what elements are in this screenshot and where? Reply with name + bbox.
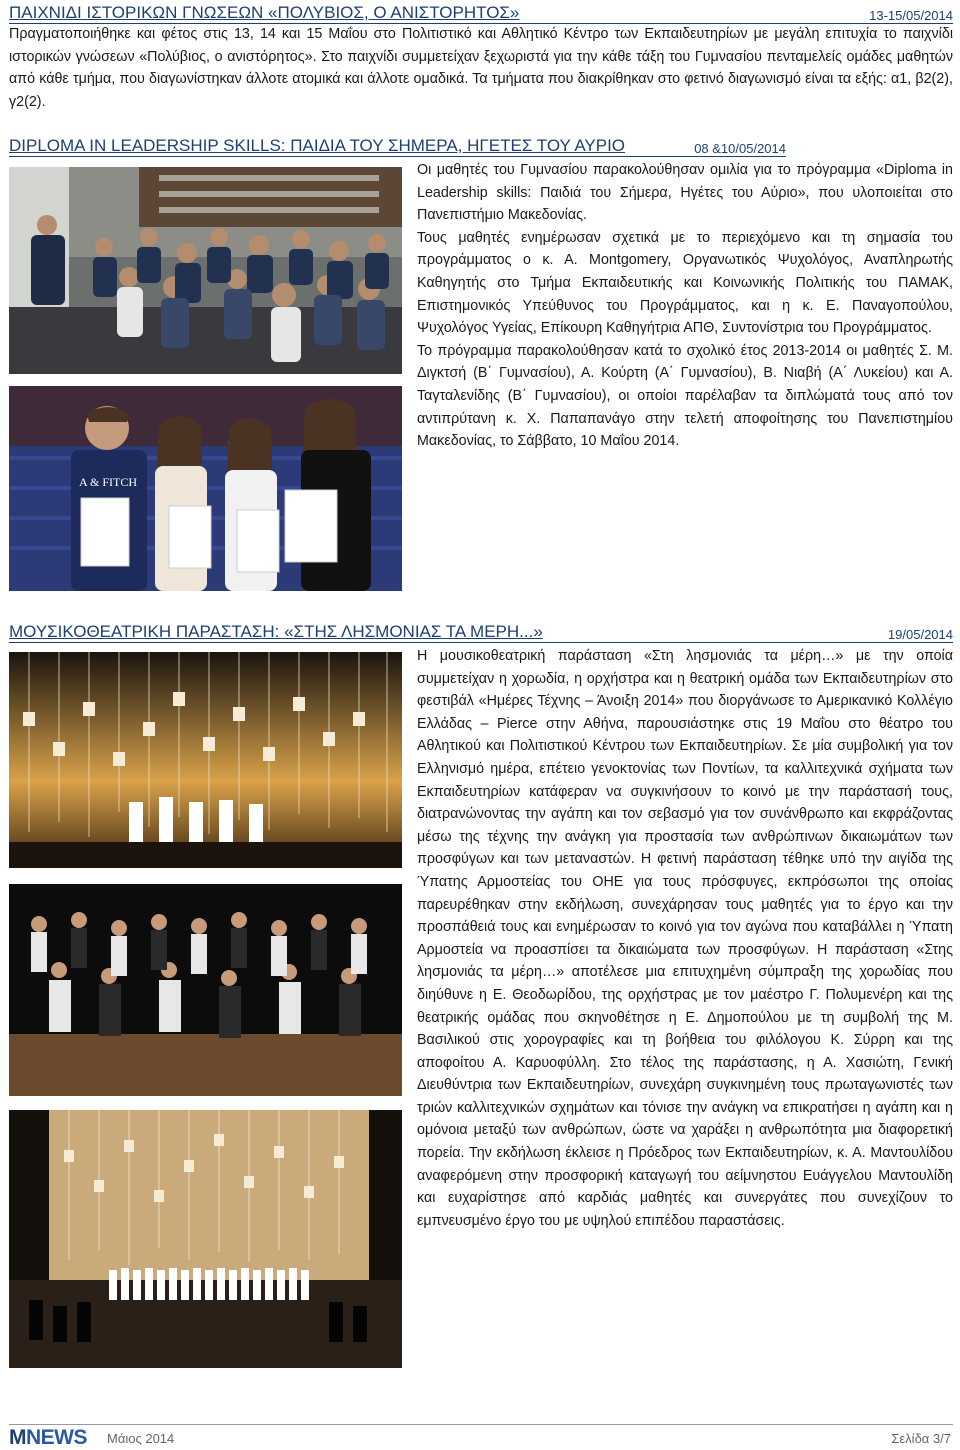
logo-news: NEWS — [26, 1426, 87, 1449]
photo-choir-orchestra — [9, 1110, 402, 1368]
section-header — [9, 620, 953, 643]
section-date: 08 &10/05/2014 — [694, 141, 786, 156]
photo-stage-dancers — [9, 652, 402, 868]
paragraph-speakers: Τους μαθητές ενημέρωσαν σχετικά με το περιεχόμενο και τη σημασία του προγράμματος ο κ. Α. Montgomery, Οργανωτικός Ψυχολόγος, Αναπληρωτής Καθηγητής στο Τμήμα Εκπαιδευτικής και Κοινωνικής Πολιτικής του ΠΑΜΑΚ, Επιστημονικός Υπεύθυνος του Προγράμματος, και η κ. Ε. Παναγοπούλου, Ψυχολόγος Υγείας, Επίκουρη Καθηγήτρια ΑΠΘ, Συντονίστρια του Προγράμματος. — [417, 229, 953, 337]
section-body — [417, 159, 953, 453]
section-date: 19/05/2014 — [887, 627, 953, 642]
mnews-logo — [9, 1426, 87, 1450]
photo-students-audience — [9, 167, 402, 374]
section-header — [9, 134, 786, 157]
logo-m: M — [9, 1426, 26, 1449]
section-title: ΜΟΥΣΙΚΟΘΕΑΤΡΙΚΗ ΠΑΡΑΣΤΑΣΗ: «ΣΤΗΣ ΛΗΣΜΟΝΙΑΣ ΤΑ ΜΕΡΗ...» — [9, 622, 543, 641]
photo-theatre-group — [9, 884, 402, 1096]
footer-page-number: Σελίδα 3/7 — [891, 1431, 951, 1446]
paragraph-intro: Οι μαθητές του Γυμνασίου παρακολούθησαν ομιλία για το πρόγραμμα «Diploma in Leadership skills: Παιδιά του Σήμερα, Ηγέτες του Αύριο», που υλοποιείται στο Πανεπιστήμιο Μακεδονίας. — [417, 162, 953, 224]
section-title: DIPLOMA IN LEADERSHIP SKILLS: ΠΑΙΔΙΑ ΤΟΥ ΣΗΜΕΡΑ, ΗΓΕΤΕΣ ΤΟΥ ΑΥΡΙΟ — [9, 136, 626, 155]
photo-diploma-graduates — [9, 386, 402, 591]
paragraph-graduates: Το πρόγραμμα παρακολούθησαν κατά το σχολικό έτος 2013-2014 οι μαθητές Σ. Μ. Διγκτσή (Β΄ Γυμνασίου), Α. Κούρτη (Α΄ Γυμνασίου), Β. Νιαβή (Α΄ Λυκείου) και Α. Ταγταλενίδης (Β΄ Γυμνασίου), οι οποίοι παρέλαβαν τα διπλώματά τους από τον αντιπρύτανη κ. Χ. Παπαπανάγο στην τελετή αποφοίτησης του Πανεπιστημίου Μακεδονίας, το Σάββατο, 10 Μαΐου 2014. — [417, 342, 953, 450]
footer-divider — [9, 1424, 953, 1425]
section-body: Πραγματοποιήθηκε και φέτος στις 13, 14 και 15 Μαΐου στο Πολιτιστικό και Αθλητικό Κέντρο των Εκπαιδευτηρίων με μεγάλη επιτυχία το παιχνίδι ιστορικών γνώσεων «Πολύβιος, ο ανιστόρητος». Στο παιχνίδι συμμετείχαν ξεχωριστά για την κάθε τάξη του Γυμνασίου πενταμελείς ομάδες μαθητών από κάθε τμήμα, που διαγωνίστηκαν άλλοτε ατομικά και άλλοτε ομαδικά. Τα τμήματα που διακρίθηκαν στο φετινό διαγωνισμό είναι τα εξής: α1, β2(2), γ2(2). — [9, 26, 953, 110]
section-body: Η μουσικοθεατρική παράσταση «Στη λησμονιάς τα μέρη…» με την οποία συμμετείχαν η χορωδία, η ορχήστρα και η θεατρική ομάδα των Εκπαιδευτηρίων στο φεστιβάλ «Ημέρες Τέχνης – Άνοιξη 2014» που διοργάνωσε το Αμερικανικό Κολλέγιο Ελλάδας – Pierce στην Αθήνα, παρουσιάστηκε στις 19 Μαΐου στο θέατρο του Αθλητικού και Πολιτιστικού Κέντρου των Εκπαιδευτηρίων. Σε μία συμβολική για τον Ελληνισμό ημέρα, επέτειο γενοκτονίας των Ποντίων, τα καλλιτεχνικά σχήματα των Εκπαιδευτηρίων κατάφεραν να συγκινήσουν το κοινό με την παράστασή τους, διατρανώνοντας την αγάπη και τον σεβασμό για τον συνάνθρωπο και εκφράζοντας μέσω της τέχνης την ανάγκη για προστασία των ανθρώπινων δικαιωμάτων των προσφύγων και των μεταναστών. Η φετινή παράσταση τέθηκε υπό την αιγίδα της Ύπατης Αρμοστείας του ΟΗΕ για τους πρόσφυγες, εκπρόσωποι της οποίας παρευρέθηκαν στην εκδήλωση, συνεχάρησαν τους μαθητές για το έργο και την προσπάθειά τους και ενημέρωσαν το κοινό για τον αγώνα που καταβάλλει η Ύπατη Αρμοστεία να προασπίσει τα δικαιώματα των προσφύγων. Η παράσταση «Στης λησμονιάς τα μέρη…» αποτέλεσε μια επιτυχημένη σύμπραξη της χορωδίας που διηύθυνε η Ε. Θεοδωρίδου, της ορχήστρας με τον μαέστρο Γ. Πολυμενέρη και της θεατρικής ομάδας που σκηνοθέτησε η Ε. Δημοπούλου με τη συμβολή της Μ. Βασιλικού στις χορογραφίες και τη βοήθεια του φιλόλογου Κ. Σύρρη και της αποφοίτου Α. Καρυοφύλλη. Στο τέλος της παράστασης, η Α. Χασιώτη, Γενική Διευθύντρια των Εκπαιδευτηρίων, συνεχάρη συγκινημένη τους πρωταγωνιστές των τριών καλλιτεχνικών σχημάτων και τόνισε την ανάγκη να επικρατήσει η αγάπη και η ομόνοια μεταξύ των ανθρώπων, ώστε να χαράξει η ανθρωπότητα μια διαφορετική πορεία. Την εκδήλωση έκλεισε η Πρόεδρος των Εκπαιδευτηρίων, κ. Α. Μαντουλίδου αναφερόμενη στην προσφορική καταγωγή του αείμνηστου Ευάγγελου Μαντουλίδη και ευχαρίστησε από καρδιάς μαθητές και συνεργάτες που συνεχίζουν το εμπνευσμένο έργο του με υψηλού επιπέδου παραστάσεις. — [417, 648, 953, 1229]
section-title: ΠΑΙΧΝΙΔΙ ΙΣΤΟΡΙΚΩΝ ΓΝΩΣΕΩΝ «ΠΟΛΥΒΙΟΣ, Ο ΑΝΙΣΤΟΡΗΤΟΣ» — [9, 3, 520, 22]
footer-issue-date: Μάιος 2014 — [107, 1431, 175, 1446]
section-date: 13-15/05/2014 — [869, 8, 953, 23]
shirt-print: A & FITCH — [79, 475, 138, 489]
section-header — [9, 1, 953, 24]
